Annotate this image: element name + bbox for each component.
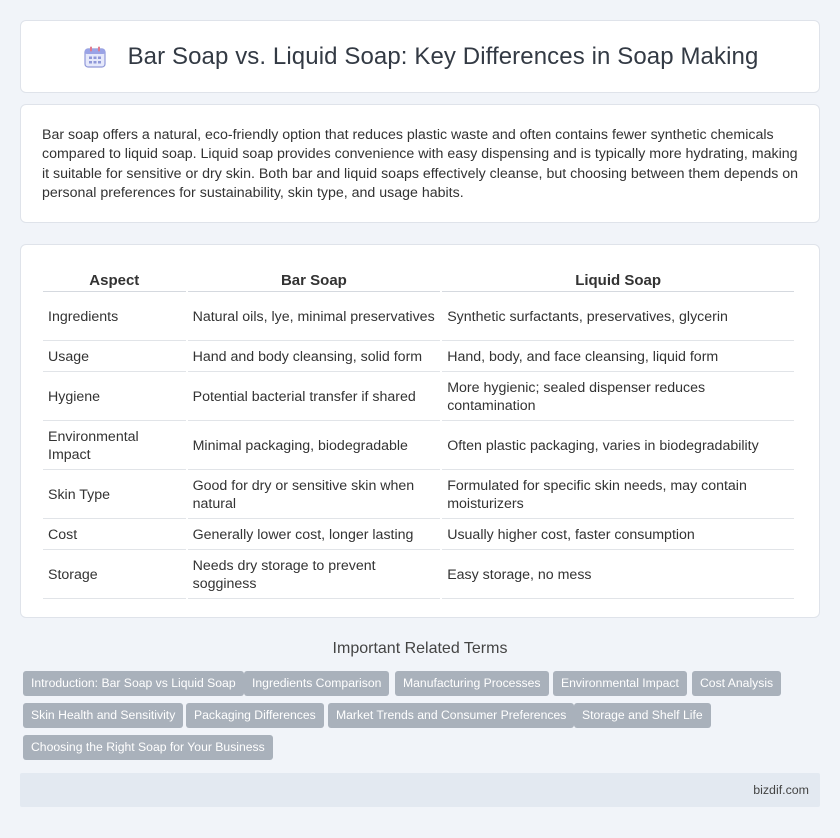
page-title: Bar Soap vs. Liquid Soap: Key Differences in Soap Making [127,42,759,70]
cell-liquid-soap: More hygienic; sealed dispenser reduces contamination [442,373,794,421]
cell-bar-soap: Natural oils, lye, minimal preservatives [188,293,441,341]
footer-site[interactable]: bizdif.com [753,783,809,797]
cell-liquid-soap: Often plastic packaging, varies in biodegradability [442,422,794,470]
cell-bar-soap: Potential bacterial transfer if shared [188,373,441,421]
table-row [43,373,794,421]
table-row [43,551,794,599]
table-row [43,471,794,519]
table-header-row [43,267,794,292]
tag-choosing-right-soap[interactable]: Choosing the Right Soap for Your Business [23,735,273,760]
table-row [43,342,794,372]
cell-bar-soap: Needs dry storage to prevent sogginess [188,551,441,599]
table-row [43,293,794,341]
cell-aspect: Cost [43,520,186,550]
cell-aspect: Environmental Impact [43,422,186,470]
tag-introduction[interactable]: Introduction: Bar Soap vs Liquid Soap [23,671,244,696]
header-bar-soap: Bar Soap [188,267,441,292]
cell-aspect: Storage [43,551,186,599]
cell-aspect: Hygiene [43,373,186,421]
intro-text: Bar soap offers a natural, eco-friendly option that reduces plastic waste and often contains fewer synthetic chemicals compared to liquid soap. Liquid soap provides convenience with easy dispensing and is typically more hydrating, making it suitable for sensitive or dry skin. Both bar and liquid soaps effectively cleanse, but choosing between them depends on personal preferences for sustainability, skin type, and usage habits. [42,127,799,202]
calendar-icon [82,44,108,70]
cell-bar-soap: Hand and body cleansing, solid form [188,342,441,372]
tag-environmental-impact[interactable]: Environmental Impact [553,671,687,696]
cell-liquid-soap: Easy storage, no mess [442,551,794,599]
header-card [20,20,820,93]
cell-liquid-soap: Synthetic surfactants, preservatives, glycerin [442,293,794,341]
cell-aspect: Ingredients [43,293,186,341]
cell-liquid-soap: Hand, body, and face cleansing, liquid form [442,342,794,372]
tag-manufacturing-processes[interactable]: Manufacturing Processes [395,671,549,696]
cell-aspect: Usage [43,342,186,372]
tag-ingredients-comparison[interactable]: Ingredients Comparison [244,671,389,696]
comparison-table [41,266,796,600]
cell-bar-soap: Minimal packaging, biodegradable [188,422,441,470]
title-wrap [82,43,759,71]
cell-bar-soap: Good for dry or sensitive skin when natural [188,471,441,519]
related-terms-title: Important Related Terms [332,640,508,657]
tag-market-trends[interactable]: Market Trends and Consumer Preferences [328,703,574,728]
cell-aspect: Skin Type [43,471,186,519]
table-row [43,422,794,470]
tag-storage-shelf-life[interactable]: Storage and Shelf Life [574,703,711,728]
footer [20,773,820,807]
tag-skin-health[interactable]: Skin Health and Sensitivity [23,703,183,728]
cell-bar-soap: Generally lower cost, longer lasting [188,520,441,550]
header-aspect: Aspect [43,267,186,292]
cell-liquid-soap: Formulated for specific skin needs, may contain moisturizers [442,471,794,519]
cell-liquid-soap: Usually higher cost, faster consumption [442,520,794,550]
table-row [43,520,794,550]
comparison-card [20,244,820,618]
header-liquid-soap: Liquid Soap [442,267,794,292]
tag-cost-analysis[interactable]: Cost Analysis [692,671,781,696]
intro-card [20,104,820,223]
tag-packaging-differences[interactable]: Packaging Differences [186,703,324,728]
